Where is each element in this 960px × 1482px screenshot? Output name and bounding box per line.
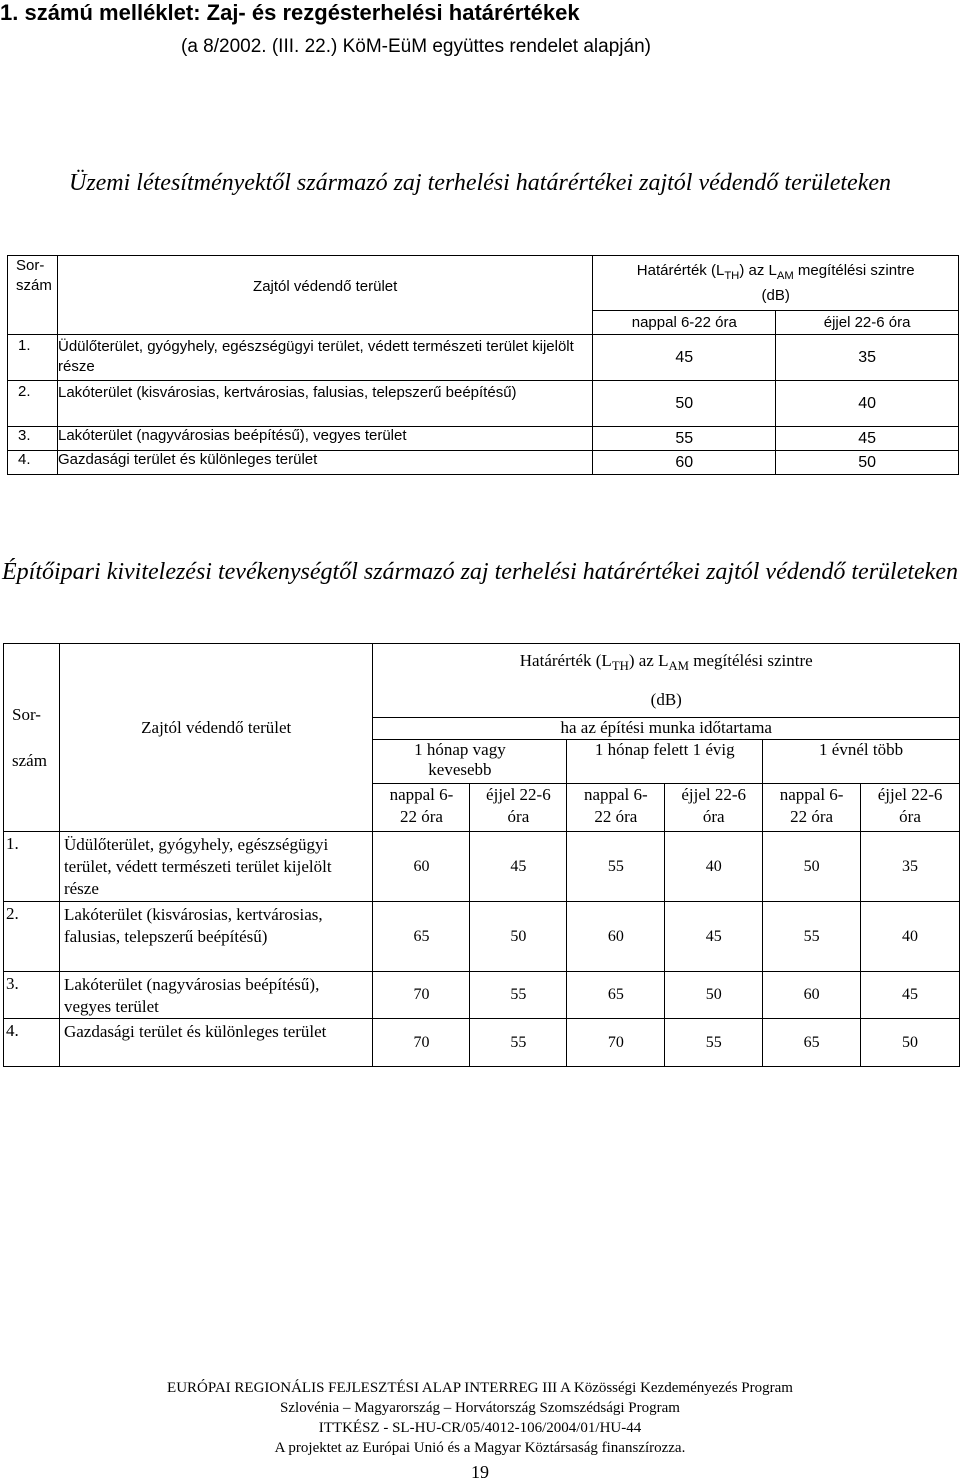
- row-value: 50: [861, 1019, 960, 1067]
- footer-project-id: ITTKÉSZ - SL-HU-CR/05/4012-106/2004/01/HU-44: [318, 1420, 642, 1436]
- row-area: Lakóterület (kisvárosias, kertvárosias, falusias, telepszerű beépítésű): [59, 902, 373, 972]
- table-row: [8, 381, 959, 427]
- row-value: 55: [665, 1019, 763, 1067]
- row-number: 4.: [4, 1019, 60, 1067]
- limit-header: Határérték $(L_{TH})$ az $L_{AM}$ megítélési szintre (dB): [373, 644, 960, 718]
- row-value: 70: [567, 1019, 665, 1067]
- row-value: 45: [470, 832, 567, 902]
- table-row: [4, 1019, 960, 1067]
- row-value: 45: [665, 902, 763, 972]
- row-value: 50: [470, 902, 567, 972]
- row-value: 40: [665, 832, 763, 902]
- table-row: [4, 832, 960, 902]
- row-day-value: 50: [593, 381, 776, 427]
- col-area-header: Zajtól védendő terület: [59, 644, 373, 832]
- row-value: 55: [470, 972, 567, 1019]
- page-subtitle: (a 8/2002. (III. 22.) KöM-EüM együttes rendelet alapján): [181, 36, 651, 57]
- col-night: éjjel 22-6 óra: [861, 784, 960, 832]
- row-value: 60: [567, 902, 665, 972]
- table-row: [8, 335, 959, 381]
- row-area: Lakóterület (nagyvárosias beépítésű), vegyes terület: [59, 972, 373, 1019]
- table-row: [8, 427, 959, 451]
- footer-partners: Szlovénia – Magyarország – Horvátország Szomszédsági Program: [280, 1400, 680, 1416]
- row-value: 55: [567, 832, 665, 902]
- footer-program: EURÓPAI REGIONÁLIS FEJLESZTÉSI ALAP INTERREG III A Közösségi Kezdeményezés Program: [167, 1380, 793, 1396]
- row-value: 50: [763, 832, 861, 902]
- row-number: 3.: [4, 972, 60, 1019]
- col-night: éjjel 22-6 óra: [470, 784, 567, 832]
- col-night: éjjel 22-6 óra: [665, 784, 763, 832]
- col-day: nappal 6-22 óra: [763, 784, 861, 832]
- row-area: Üdülőterület, gyógyhely, egészségügyi terület, védett természeti terület kijelölt része: [57, 335, 592, 381]
- col-area-header: Zajtól védendő terület: [57, 256, 592, 335]
- col-sorszam-header: Sor-szám: [4, 644, 60, 832]
- row-value: 70: [373, 972, 470, 1019]
- col-day: nappal 6-22 óra: [373, 784, 470, 832]
- row-value: 65: [763, 1019, 861, 1067]
- row-number: 2.: [4, 902, 60, 972]
- table-row: [4, 972, 960, 1019]
- row-value: 50: [665, 972, 763, 1019]
- page-number: 19: [471, 1462, 489, 1482]
- col-day: nappal 6-22 óra: [567, 784, 665, 832]
- row-night-value: 50: [776, 451, 959, 475]
- footer: [0, 1378, 960, 1482]
- limit-header: Határérték $(L_{TH})$ az $L_{AM}$ megítélési szintre (dB): [593, 256, 959, 311]
- row-value: 60: [373, 832, 470, 902]
- footer-funding: A projektet az Európai Unió és a Magyar Köztársaság finanszírozza.: [274, 1440, 686, 1456]
- row-area: Gazdasági terület és különleges terület: [57, 451, 592, 475]
- row-number: 4.: [8, 451, 58, 475]
- row-area: Lakóterület (nagyvárosias beépítésű), vegyes terület: [57, 427, 592, 451]
- period-header-long: 1 évnél több: [763, 740, 960, 784]
- section1-title: Üzemi létesítményektől származó zaj terhelési határértékei zajtól védendő területeken: [68, 170, 892, 196]
- row-day-value: 55: [593, 427, 776, 451]
- period-header-mid: 1 hónap felett 1 évig: [567, 740, 763, 784]
- row-area: Üdülőterület, gyógyhely, egészségügyi terület, védett természeti terület kijelölt része: [59, 832, 373, 902]
- table-operational-noise: [7, 255, 959, 475]
- row-night-value: 45: [776, 427, 959, 451]
- row-number: 2.: [8, 381, 58, 427]
- row-value: 35: [861, 832, 960, 902]
- row-area: Gazdasági terület és különleges terület: [59, 1019, 373, 1067]
- row-day-value: 60: [593, 451, 776, 475]
- row-night-value: 35: [776, 335, 959, 381]
- col-night-header: éjjel 22-6 óra: [776, 311, 959, 335]
- table-row: [8, 451, 959, 475]
- row-value: 65: [373, 902, 470, 972]
- row-number: 3.: [8, 427, 58, 451]
- row-value: 55: [470, 1019, 567, 1067]
- duration-header: ha az építési munka időtartama: [373, 718, 960, 740]
- row-day-value: 45: [593, 335, 776, 381]
- row-value: 60: [763, 972, 861, 1019]
- period-header-short: 1 hónap vagy kevesebb: [373, 740, 567, 784]
- col-sorszam-header: Sor-szám: [8, 256, 58, 335]
- row-night-value: 40: [776, 381, 959, 427]
- table-construction-noise: [3, 643, 960, 1067]
- col-day-header: nappal 6-22 óra: [593, 311, 776, 335]
- row-value: 40: [861, 902, 960, 972]
- row-number: 1.: [8, 335, 58, 381]
- row-value: 65: [567, 972, 665, 1019]
- table-row: [4, 902, 960, 972]
- row-value: 70: [373, 1019, 470, 1067]
- page-title: 1. számú melléklet: Zaj- és rezgésterhelési határértékek: [0, 0, 580, 25]
- row-value: 45: [861, 972, 960, 1019]
- row-value: 55: [763, 902, 861, 972]
- section2-title: Építőipari kivitelezési tevékenységtől származó zaj terhelési határértékei zajtól védendő területeken: [2, 559, 958, 585]
- row-number: 1.: [4, 832, 60, 902]
- row-area: Lakóterület (kisvárosias, kertvárosias, falusias, telepszerű beépítésű): [57, 381, 592, 427]
